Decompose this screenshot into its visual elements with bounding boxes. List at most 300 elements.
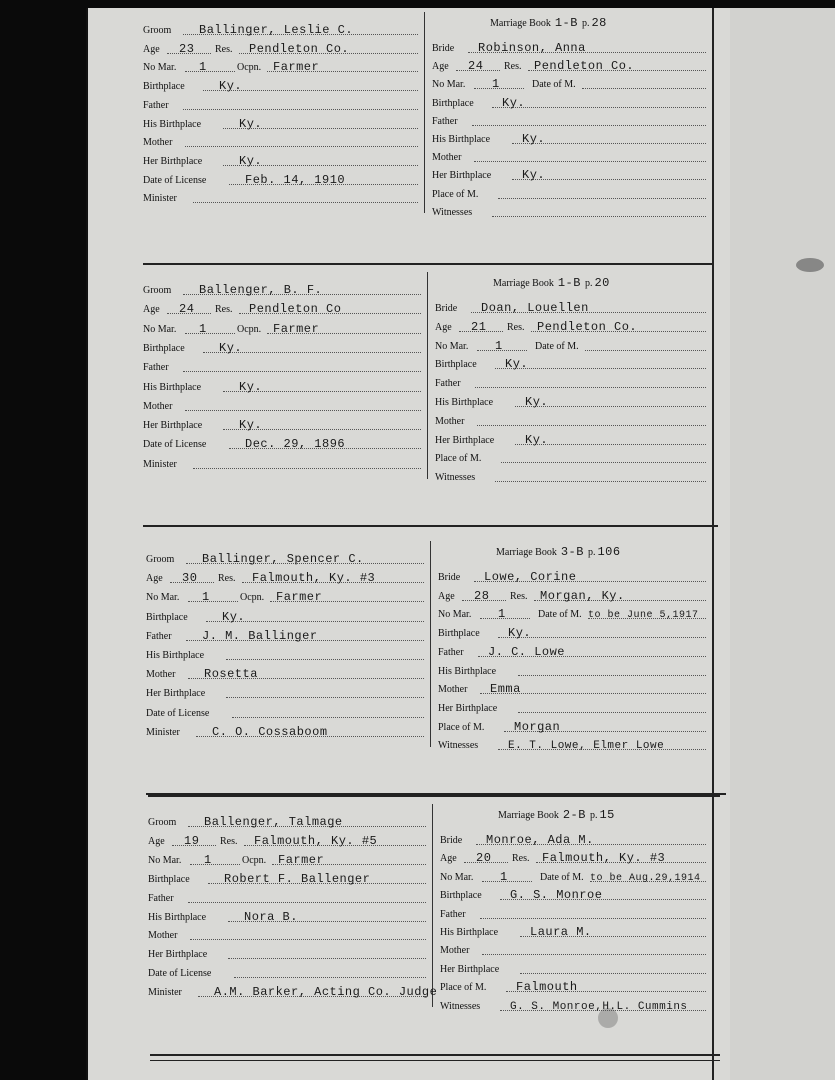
groom-birthplace-label: Birthplace (148, 873, 190, 885)
groom-minister-label: Minister (143, 458, 177, 470)
bride-age-label: Age (440, 853, 457, 865)
adjacent-page-strip (730, 8, 835, 1080)
column-divider (427, 272, 428, 479)
groom-age-value: 19 (184, 833, 200, 848)
groom-mother-label: Mother (143, 137, 173, 149)
groom-birthplace-value: Ky. (222, 609, 246, 624)
bride-res-value: Pendleton Co. (534, 59, 635, 74)
dotted-fill-line (183, 371, 421, 372)
bride-mother-label: Mother (435, 415, 465, 427)
bride-his-birthplace-label: His Birthplace (432, 134, 491, 145)
dotted-fill-line (475, 387, 706, 388)
bride-birthplace-label: Birthplace (440, 890, 482, 902)
groom-res-value: Pendleton Co (249, 302, 342, 317)
groom-no-mar-row (146, 589, 424, 605)
groom-age-value: 24 (179, 302, 195, 317)
groom-groom-label: Groom (143, 25, 172, 36)
bride-place-of-m-value: Falmouth (516, 980, 578, 995)
bride-her-birthplace-label: Her Birthplace (438, 702, 498, 714)
dotted-fill-line (520, 973, 706, 974)
bride-mother-label: Mother (438, 684, 468, 696)
dotted-fill-line (226, 659, 424, 660)
groom-father-row (143, 97, 418, 113)
groom-date-of-license-label: Date of License (148, 968, 212, 980)
record-separator (148, 795, 720, 797)
groom-ocpn-value: Farmer (276, 590, 323, 605)
bride-her-birthplace-label: Her Birthplace (435, 434, 495, 446)
groom-no-mar-label: No Mar. (143, 323, 177, 335)
bride-bride-label: Bride (432, 43, 455, 54)
groom-date-of-license-value: Feb. 14, 1910 (245, 172, 346, 187)
groom-her-birthplace-row (146, 685, 424, 701)
groom-res-value: Pendleton Co. (249, 41, 350, 56)
groom-minister-value: C. O. Cossaboom (212, 724, 328, 739)
bride-mother-row (435, 413, 706, 429)
groom-father-label: Father (143, 362, 169, 374)
groom-name-value: Ballenger, Talmage (204, 815, 343, 829)
groom-minister-label: Minister (143, 193, 177, 205)
groom-her-birthplace-value: Ky. (239, 153, 263, 168)
bride-mother-row (440, 942, 706, 958)
dotted-fill-line (185, 333, 235, 334)
bride-age-row (438, 588, 706, 604)
groom-her-birthplace-label: Her Birthplace (148, 949, 208, 961)
dotted-fill-line (190, 939, 426, 940)
page-label: p. (584, 278, 593, 289)
groom-ocpn-value: Farmer (273, 60, 320, 75)
bride-witnesses-label: Witnesses (440, 1000, 481, 1012)
dotted-fill-line (480, 918, 706, 919)
bride-res-label: Res. (512, 853, 530, 865)
dotted-fill-line (188, 601, 238, 602)
groom-minister-row (143, 456, 421, 472)
bride-date-of-m-label: Date of M. (535, 340, 579, 352)
groom-groom-row (143, 282, 421, 298)
bride-place-of-m-value: Morgan (514, 719, 561, 734)
marriage-book-page: 15 (599, 808, 615, 822)
bride-his-birthplace-value: Ky. (522, 132, 546, 146)
groom-minister-value: A.M. Barker, Acting Co. Judge (214, 985, 438, 1000)
groom-birthplace-row (143, 340, 421, 356)
bride-witnesses-label: Witnesses (432, 206, 473, 218)
bride-res-label: Res. (507, 321, 525, 333)
groom-his-birthplace-value: Nora B. (244, 909, 298, 924)
marriage-book-label: Marriage Book (490, 18, 551, 29)
dotted-fill-line (193, 202, 418, 203)
groom-his-birthplace-label: His Birthplace (146, 650, 205, 661)
groom-birthplace-label: Birthplace (143, 342, 185, 354)
record-separator (143, 525, 718, 527)
bride-father-row (435, 375, 706, 391)
page-label: p. (581, 18, 590, 29)
groom-ocpn-label: Ocpn. (237, 62, 262, 74)
bride-her-birthplace-value: Ky. (522, 168, 546, 183)
bride-father-row (432, 113, 706, 129)
bride-birthplace-row (440, 887, 706, 903)
bride-father-row (440, 906, 706, 922)
groom-age-label: Age (148, 835, 165, 847)
groom-date-of-license-value: Dec. 29, 1896 (245, 437, 346, 452)
groom-her-birthplace-value: Ky. (239, 418, 263, 433)
bride-place-of-m-label: Place of M. (438, 721, 485, 733)
groom-father-label: Father (148, 892, 174, 904)
bride-place-of-m-row (435, 450, 706, 466)
groom-minister-label: Minister (148, 987, 182, 999)
column-divider (432, 804, 433, 1007)
groom-ocpn-label: Ocpn. (237, 323, 262, 335)
bride-bride-row (438, 569, 706, 585)
groom-groom-label: Groom (146, 554, 175, 565)
dotted-fill-line (495, 481, 706, 482)
bride-mother-label: Mother (432, 152, 462, 164)
groom-res-label: Res. (215, 304, 233, 316)
bride-his-birthplace-label: His Birthplace (435, 397, 494, 408)
bride-birthplace-value: Ky. (502, 95, 526, 110)
bride-name-value: Lowe, Corine (484, 570, 577, 584)
bride-date-of-m-label: Date of M. (540, 871, 584, 883)
bride-his-birthplace-value: Ky. (525, 395, 549, 409)
bride-age-row (432, 58, 706, 74)
groom-father-row (148, 890, 426, 906)
groom-age-row (148, 833, 426, 849)
groom-minister-row (143, 190, 418, 206)
bride-witnesses-value: G. S. Monroe,H.L. Cummins (510, 1000, 688, 1013)
groom-father-label: Father (146, 630, 172, 642)
record-separator (143, 263, 713, 265)
bride-witnesses-row (435, 469, 706, 485)
groom-groom-label: Groom (143, 285, 172, 296)
bride-birthplace-value: Ky. (508, 626, 532, 641)
groom-age-label: Age (146, 573, 163, 585)
bride-name-value: Robinson, Anna (478, 41, 586, 55)
groom-name-value: Ballenger, B. F. (199, 283, 323, 297)
dotted-fill-line (518, 712, 706, 713)
groom-age-row (146, 570, 424, 586)
groom-no-mar-value: 1 (199, 60, 207, 75)
bride-birthplace-row (432, 95, 706, 111)
groom-his-birthplace-value: Ky. (239, 379, 263, 394)
dotted-fill-line (477, 425, 706, 426)
groom-mother-row (143, 134, 418, 150)
groom-name-value: Ballinger, Leslie C. (199, 23, 354, 37)
groom-no-mar-value: 1 (202, 590, 210, 605)
groom-birthplace-label: Birthplace (143, 81, 185, 93)
marriage-book-ref (498, 808, 615, 822)
dotted-fill-line (183, 109, 418, 110)
bride-bride-row (432, 40, 706, 56)
bride-his-birthplace-label: His Birthplace (438, 665, 497, 677)
groom-minister-label: Minister (146, 726, 180, 738)
bride-age-label: Age (432, 61, 449, 73)
bride-birthplace-value: G. S. Monroe (510, 888, 603, 903)
marriage-book-number: 1-B (554, 16, 578, 30)
groom-her-birthplace-label: Her Birthplace (143, 155, 203, 167)
bride-birthplace-value: Ky. (505, 357, 529, 372)
dotted-fill-line (582, 88, 706, 89)
groom-his-birthplace-row (143, 379, 421, 395)
bride-his-birthplace-row (432, 131, 706, 147)
dotted-fill-line (185, 71, 235, 72)
marriage-book-page: 20 (594, 276, 610, 290)
marriage-book-page: 106 (597, 545, 621, 559)
bride-mother-label: Mother (440, 945, 470, 957)
groom-res-value: Falmouth, Ky. #3 (252, 571, 376, 586)
marriage-book-number: 3-B (560, 545, 584, 559)
bride-age-value: 28 (474, 588, 490, 603)
groom-birthplace-value: Ky. (219, 340, 243, 355)
bride-bride-row (435, 300, 706, 316)
groom-res-label: Res. (218, 573, 236, 585)
bride-witnesses-value: E. T. Lowe, Elmer Lowe (508, 740, 665, 753)
groom-date-of-license-label: Date of License (143, 439, 207, 451)
bride-witnesses-row (432, 204, 706, 220)
dotted-fill-line (188, 902, 426, 903)
bride-his-birthplace-value: Laura M. (530, 925, 592, 939)
dotted-fill-line (193, 468, 421, 469)
groom-groom-row (143, 22, 418, 38)
marriage-book-label: Marriage Book (496, 547, 557, 558)
groom-groom-row (148, 814, 426, 830)
bride-birthplace-label: Birthplace (438, 628, 480, 640)
groom-ocpn-label: Ocpn. (240, 592, 265, 604)
bride-her-birthplace-label: Her Birthplace (440, 963, 500, 975)
page-label: p. (587, 547, 596, 558)
groom-age-value: 23 (179, 41, 195, 56)
bride-her-birthplace-row (432, 167, 706, 183)
bottom-rule (150, 1060, 720, 1061)
bride-place-of-m-row (432, 186, 706, 202)
column-divider (424, 12, 425, 213)
bride-res-label: Res. (510, 590, 528, 602)
bride-bride-label: Bride (440, 835, 463, 846)
bride-her-birthplace-label: Her Birthplace (432, 170, 492, 182)
bride-father-row (438, 644, 706, 660)
groom-his-birthplace-row (143, 116, 418, 132)
bride-date-of-m-value: to be Aug.29,1914 (590, 872, 701, 884)
bride-no-mar-label: No Mar. (435, 340, 469, 352)
bride-age-value: 24 (468, 59, 484, 74)
groom-mother-label: Mother (143, 400, 173, 412)
bride-father-value: J. C. Lowe (488, 644, 566, 659)
groom-res-value: Falmouth, Ky. #5 (254, 833, 378, 848)
bride-place-of-m-row (440, 979, 706, 995)
groom-birthplace-label: Birthplace (146, 611, 188, 623)
bride-name-value: Monroe, Ada M. (486, 833, 594, 847)
dotted-fill-line (185, 146, 418, 147)
marriage-book-number: 1-B (557, 276, 581, 290)
groom-no-mar-row (143, 59, 418, 75)
groom-no-mar-label: No Mar. (146, 592, 180, 604)
groom-age-row (143, 301, 421, 317)
bride-no-mar-value: 1 (492, 77, 500, 92)
marriage-book-ref (493, 276, 610, 290)
bride-no-mar-label: No Mar. (432, 79, 466, 91)
ink-smudge (796, 258, 824, 272)
bride-date-of-m-label: Date of M. (532, 79, 576, 91)
groom-birthplace-row (148, 871, 426, 887)
groom-father-row (146, 628, 424, 644)
bride-father-label: Father (438, 646, 464, 658)
groom-father-value: J. M. Ballinger (202, 628, 318, 643)
bride-his-birthplace-row (435, 394, 706, 410)
bride-name-value: Doan, Louellen (481, 301, 589, 315)
dotted-fill-line (585, 350, 706, 351)
groom-name-value: Ballinger, Spencer C. (202, 552, 364, 566)
dotted-fill-line (501, 462, 706, 463)
bride-father-label: Father (432, 115, 458, 127)
groom-ocpn-value: Farmer (278, 852, 325, 867)
bride-witnesses-row (438, 737, 706, 753)
bride-place-of-m-label: Place of M. (432, 188, 479, 200)
groom-no-mar-label: No Mar. (143, 62, 177, 74)
bride-his-birthplace-label: His Birthplace (440, 927, 499, 938)
groom-no-mar-value: 1 (199, 321, 207, 336)
dotted-fill-line (226, 697, 424, 698)
bride-birthplace-label: Birthplace (435, 359, 477, 371)
groom-mother-row (143, 398, 421, 414)
bride-her-birthplace-row (435, 432, 706, 448)
bride-age-value: 21 (471, 319, 487, 334)
groom-date-of-license-row (143, 172, 418, 188)
bride-no-mar-label: No Mar. (440, 871, 474, 883)
groom-date-of-license-row (143, 436, 421, 452)
bride-bride-row (440, 832, 706, 848)
groom-res-label: Res. (215, 43, 233, 55)
dotted-fill-line (518, 675, 706, 676)
bride-no-mar-value: 1 (498, 607, 506, 622)
groom-no-mar-value: 1 (204, 852, 212, 867)
bride-bride-label: Bride (435, 303, 458, 314)
groom-his-birthplace-row (146, 647, 424, 663)
bride-her-birthplace-row (440, 961, 706, 977)
bride-date-of-m-label: Date of M. (538, 609, 582, 621)
bride-mother-value: Emma (490, 682, 521, 697)
bride-age-label: Age (435, 321, 452, 333)
bride-mother-row (432, 149, 706, 165)
groom-mother-row (146, 666, 424, 682)
dotted-fill-line (185, 410, 421, 411)
groom-her-birthplace-label: Her Birthplace (143, 420, 203, 432)
page-left-border (86, 8, 88, 1080)
groom-age-row (143, 41, 418, 57)
groom-birthplace-row (146, 609, 424, 625)
groom-date-of-license-label: Date of License (146, 707, 210, 719)
bride-father-label: Father (435, 378, 461, 390)
groom-his-birthplace-value: Ky. (239, 116, 263, 131)
dotted-fill-line (482, 954, 706, 955)
bride-witnesses-label: Witnesses (435, 472, 476, 484)
groom-groom-label: Groom (148, 817, 177, 828)
groom-mother-row (148, 927, 426, 943)
bride-date-of-m-value: to be June 5,1917 (588, 610, 699, 622)
groom-age-label: Age (143, 43, 160, 55)
groom-her-birthplace-row (143, 417, 421, 433)
groom-minister-row (148, 984, 438, 1000)
groom-her-birthplace-row (143, 153, 418, 169)
groom-his-birthplace-label: His Birthplace (143, 381, 202, 393)
groom-no-mar-row (148, 852, 426, 868)
marriage-book-ref (490, 16, 607, 30)
bride-age-label: Age (438, 590, 455, 602)
bride-age-row (440, 850, 706, 866)
bride-age-value: 20 (476, 851, 492, 866)
groom-his-birthplace-label: His Birthplace (148, 911, 207, 923)
bride-father-label: Father (440, 908, 466, 920)
bride-birthplace-label: Birthplace (432, 97, 474, 109)
groom-age-label: Age (143, 304, 160, 316)
bride-place-of-m-label: Place of M. (435, 453, 482, 465)
groom-her-birthplace-label: Her Birthplace (146, 688, 206, 700)
groom-minister-row (146, 724, 424, 740)
marriage-book-ref (496, 545, 621, 559)
dotted-fill-line (498, 198, 706, 199)
dotted-fill-line (472, 125, 706, 126)
dotted-fill-line (228, 958, 426, 959)
bride-no-mar-label: No Mar. (438, 609, 472, 621)
marriage-book-page: 28 (591, 16, 607, 30)
column-divider (430, 541, 431, 747)
marriage-book-number: 2-B (562, 808, 586, 822)
marriage-book-label: Marriage Book (498, 810, 559, 821)
groom-ocpn-value: Farmer (273, 321, 320, 336)
groom-birthplace-row (143, 78, 418, 94)
groom-age-value: 30 (182, 571, 198, 586)
groom-date-of-license-row (148, 965, 426, 981)
bride-witnesses-label: Witnesses (438, 740, 479, 752)
bride-birthplace-row (438, 625, 706, 641)
groom-no-mar-label: No Mar. (148, 854, 182, 866)
page-right-border (712, 8, 714, 1080)
marriage-book-label: Marriage Book (493, 278, 554, 289)
groom-res-label: Res. (220, 835, 238, 847)
dotted-fill-line (232, 717, 424, 718)
bride-his-birthplace-row (440, 924, 706, 940)
groom-his-birthplace-row (148, 909, 426, 925)
bride-her-birthplace-row (438, 700, 706, 716)
page-label: p. (589, 810, 598, 821)
bride-res-value: Pendleton Co. (537, 319, 638, 334)
groom-her-birthplace-row (148, 946, 426, 962)
dotted-fill-line (190, 864, 240, 865)
bride-no-mar-row (440, 869, 706, 885)
bottom-rule (150, 1054, 720, 1056)
bride-his-birthplace-row (438, 663, 706, 679)
bride-birthplace-row (435, 356, 706, 372)
groom-birthplace-value: Robert F. Ballenger (224, 871, 371, 886)
bride-res-value: Morgan, Ky. (540, 588, 625, 603)
groom-ocpn-label: Ocpn. (242, 854, 267, 866)
bride-no-mar-row (435, 338, 706, 354)
groom-date-of-license-row (146, 705, 424, 721)
bride-witnesses-row (440, 998, 706, 1014)
bride-mother-row (438, 681, 706, 697)
groom-his-birthplace-label: His Birthplace (143, 118, 202, 130)
groom-father-row (143, 359, 421, 375)
groom-mother-label: Mother (148, 930, 178, 942)
groom-date-of-license-label: Date of License (143, 174, 207, 186)
groom-father-label: Father (143, 99, 169, 111)
bride-her-birthplace-value: Ky. (525, 432, 549, 447)
bride-no-mar-value: 1 (495, 338, 503, 353)
groom-birthplace-value: Ky. (219, 79, 243, 94)
dotted-fill-line (234, 977, 426, 978)
bride-place-of-m-label: Place of M. (440, 982, 487, 994)
bride-place-of-m-row (438, 719, 706, 735)
groom-mother-value: Rosetta (204, 667, 258, 682)
bride-bride-label: Bride (438, 572, 461, 583)
bride-res-value: Falmouth, Ky. #3 (542, 851, 666, 866)
groom-mother-label: Mother (146, 669, 176, 681)
